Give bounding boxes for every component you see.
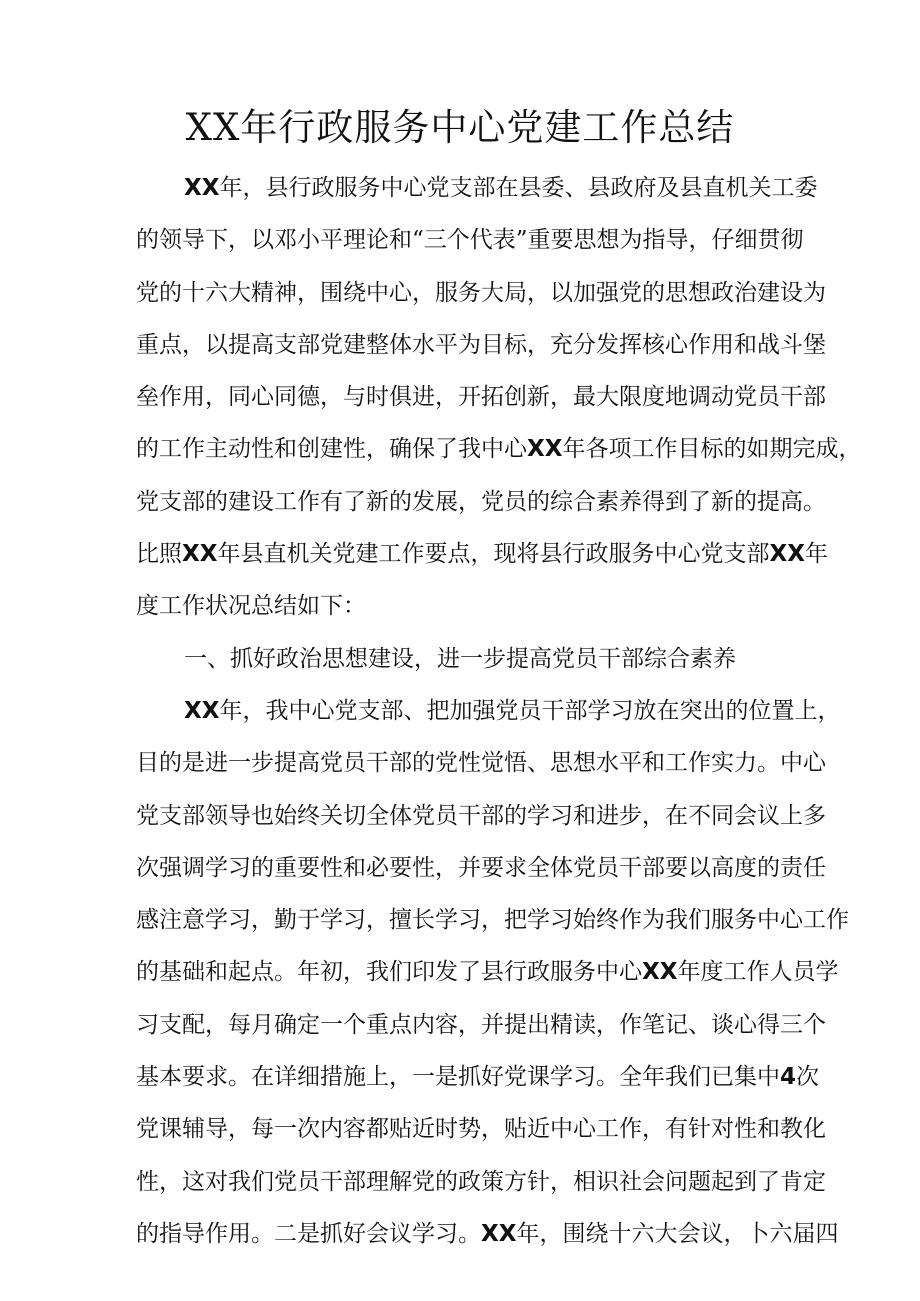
bold-text-run: XX — [481, 1220, 517, 1247]
section-heading — [136, 633, 796, 685]
text-run: 次强调学习的重要性和必要性，并要求全体党员干部要以高度的责任 — [136, 854, 826, 881]
text-run: 的指导作用。二是抓好会议学习。 — [136, 1220, 481, 1247]
text-line — [136, 580, 796, 632]
text-run: 年度工作人员学 — [677, 959, 839, 986]
text-line — [136, 267, 826, 319]
bold-text-run: XX — [527, 436, 563, 463]
text-line — [136, 1156, 826, 1208]
document-body — [136, 162, 862, 1260]
bold-text-run: XX — [642, 959, 678, 986]
text-line — [136, 790, 826, 842]
bold-text-run: XX — [769, 541, 805, 568]
text-line — [136, 685, 841, 737]
text-run: 一、抓好政治思想建设，进一步提高党员干部综合素养 — [184, 645, 736, 672]
bold-text-run: XX — [184, 175, 220, 201]
text-run: 年各项工作目标的如期完成， — [562, 436, 862, 463]
text-line — [136, 214, 804, 266]
text-line — [136, 1051, 820, 1103]
text-run: 垒作用，同心同德，与时俱进，开拓创新，最大限度地调动党员干部 — [136, 384, 826, 411]
text-run: 年 — [804, 541, 828, 568]
text-line — [136, 894, 849, 946]
text-run: 重点，以提高支部党建整体水平为目标，充分发挥核心作用和战斗堡 — [136, 331, 826, 358]
text-run: 年，县行政服务中心党支部在县委、县政府及县直机关工委 — [219, 175, 818, 201]
text-run: 的工作主动性和创建性，确保了我中心 — [136, 436, 527, 463]
text-run: 次 — [796, 1064, 820, 1091]
text-run: 度工作状况总结如下： — [136, 593, 366, 620]
bold-text-run: XX — [182, 541, 218, 568]
text-run: 年，我中心党支部、把加强党员干部学习放在突出的位置上， — [219, 697, 841, 724]
text-run: 党支部领导也始终关切全体党员干部的学习和进步，在不同会议上多 — [136, 802, 826, 829]
document-title: XX年行政服务中心党建工作总结 — [185, 106, 735, 149]
text-line — [136, 371, 826, 423]
text-run: 党的十六大精神，围绕中心，服务大局，以加强党的思想政治建设为 — [136, 279, 826, 306]
text-line — [136, 476, 826, 528]
text-line — [136, 162, 818, 214]
bold-text-run: 4 — [780, 1064, 797, 1091]
text-run: 党课辅导，每一次内容都贴近时势，贴近中心工作，有针对性和教化 — [136, 1116, 826, 1143]
text-line — [136, 842, 826, 894]
text-line — [136, 1208, 839, 1260]
bold-text-run: XX — [184, 697, 220, 724]
text-run: 感注意学习，勤于学习，擅长学习，把学习始终作为我们服务中心工作 — [136, 907, 849, 934]
text-run: 党支部的建设工作有了新的发展，党员的综合素养得到了新的提高。 — [136, 488, 826, 515]
text-run: 基本要求。在详细措施上，一是抓好党课学习。全年我们已集中 — [136, 1064, 780, 1091]
text-line — [136, 999, 826, 1051]
text-line — [136, 737, 826, 789]
text-line — [136, 1103, 826, 1155]
text-run: 年县直机关党建工作要点，现将县行政服务中心党支部 — [217, 541, 770, 568]
text-run: 比照 — [136, 541, 182, 568]
text-run: 目的是进一步提高党员干部的党性觉悟、思想水平和工作实力。中心 — [136, 750, 826, 777]
text-run: 性，这对我们党员干部理解党的政策方针，相识社会问题起到了肯定 — [136, 1168, 826, 1195]
text-run: 年，围绕十六大会议，卜六届四 — [516, 1220, 839, 1247]
text-run: 习支配，每月确定一个重点内容，并提出精读，作笔记、谈心得三个 — [136, 1011, 826, 1038]
text-run: 的基础和起点。年初，我们印发了县行政服务中心 — [136, 959, 642, 986]
text-line — [136, 946, 839, 998]
text-line — [136, 528, 828, 580]
text-run: 的领导下，以邓小平理论和“三个代表”重要思想为指导，仔细贯彻 — [136, 227, 804, 254]
text-line — [136, 423, 862, 475]
text-line — [136, 319, 826, 371]
